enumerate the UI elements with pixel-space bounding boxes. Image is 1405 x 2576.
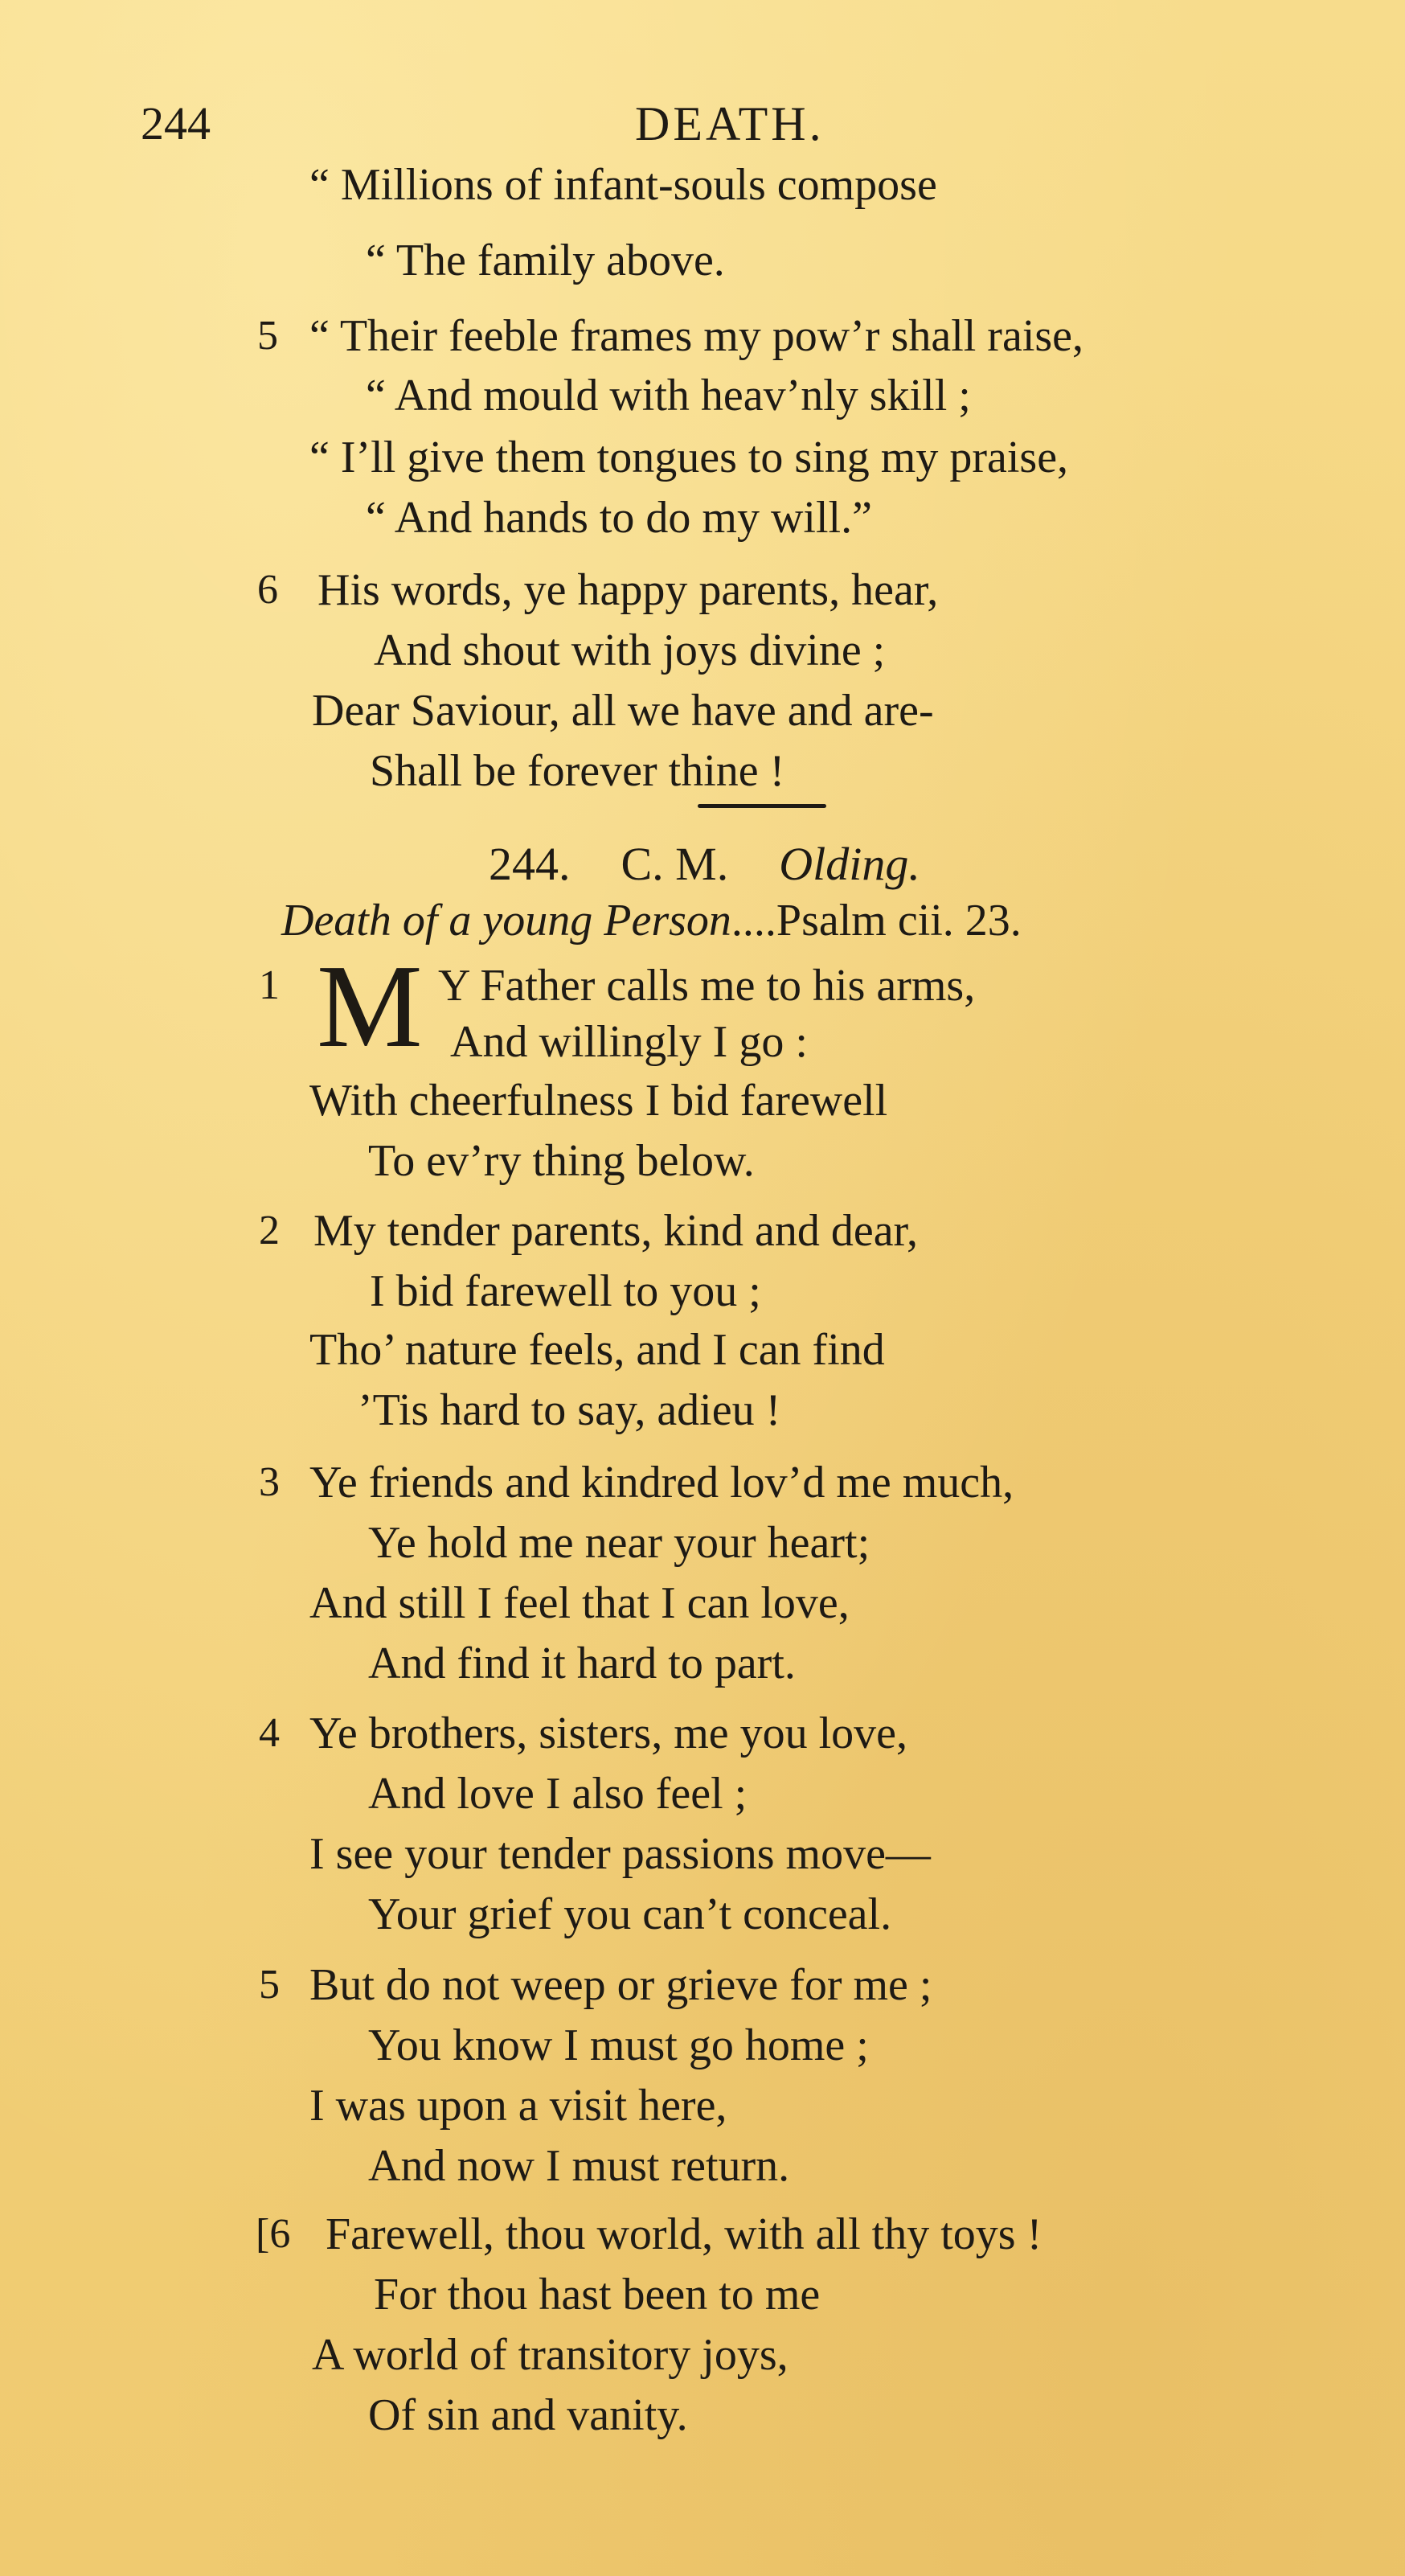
verse-line: And still I feel that I can love, xyxy=(309,1578,850,1628)
verse-line: I see your tender passions move— xyxy=(309,1829,931,1879)
verse-line: You know I must go home ; xyxy=(368,2020,869,2070)
verse-line: “ I’ll give them tongues to sing my praise, xyxy=(309,433,1069,482)
verse-line: Shall be forever thine ! xyxy=(370,746,785,796)
verse-number: 3 xyxy=(259,1459,280,1505)
verse-line: Y Father calls me to his arms, xyxy=(438,961,976,1011)
verse-number: 4 xyxy=(259,1710,280,1756)
verse-line: And love I also feel ; xyxy=(368,1769,748,1819)
verse-line: Ye hold me near your heart; xyxy=(368,1518,870,1568)
hymn-tune: Olding. xyxy=(779,838,920,890)
drop-cap: M xyxy=(317,941,423,1073)
verse-number: 5 xyxy=(257,313,278,359)
verse-number: 6 xyxy=(257,567,278,613)
verse-line: His words, ye happy parents, hear, xyxy=(317,565,939,615)
verse-line: To ev’ry thing below. xyxy=(368,1136,755,1186)
verse-line: And willingly I go : xyxy=(450,1017,808,1067)
verse-line: I was upon a visit here, xyxy=(309,2081,727,2131)
verse-line: Of sin and vanity. xyxy=(368,2390,688,2440)
verse-number: 1 xyxy=(259,962,280,1008)
verse-line: “ Millions of infant-souls compose xyxy=(309,160,937,210)
verse-line: Ye brothers, sisters, me you love, xyxy=(309,1708,908,1758)
verse-line: And shout with joys divine ; xyxy=(374,626,886,675)
verse-line: And find it hard to part. xyxy=(368,1639,796,1688)
verse-line: For thou hast been to me xyxy=(374,2270,821,2320)
section-divider xyxy=(698,804,826,808)
verse-line: “ And mould with heav’nly skill ; xyxy=(366,371,971,420)
verse-line: With cheerfulness I bid farewell xyxy=(309,1076,888,1126)
verse-line: ’Tis hard to say, adieu ! xyxy=(358,1385,781,1435)
verse-number: 2 xyxy=(259,1208,280,1253)
verse-line: Dear Saviour, all we have and are- xyxy=(312,686,934,736)
verse-line: “ The family above. xyxy=(366,236,725,285)
verse-line: Ye friends and kindred lov’d me much, xyxy=(309,1458,1014,1507)
scripture-reference: ....Psalm cii. 23. xyxy=(731,896,1022,945)
verse-number: [6 xyxy=(256,2211,291,2257)
verse-line: Farewell, thou world, with all thy toys ! xyxy=(326,2209,1042,2259)
verse-line: “ And hands to do my will.” xyxy=(366,493,872,543)
running-head: DEATH. xyxy=(635,97,825,150)
verse-line: “ Their feeble frames my pow’r shall raise, xyxy=(309,311,1084,361)
subtitle-topic: Death of a young Person xyxy=(281,896,731,945)
verse-line: And now I must return. xyxy=(368,2141,790,2191)
hymn-meter: C. M. xyxy=(621,838,729,890)
verse-line: A world of transitory joys, xyxy=(312,2330,789,2380)
verse-line: Your grief you can’t conceal. xyxy=(368,1889,892,1939)
hymn-number: 244. xyxy=(489,838,571,890)
verse-line: Tho’ nature feels, and I can find xyxy=(309,1325,885,1375)
verse-line: I bid farewell to you ; xyxy=(370,1266,761,1316)
verse-line: My tender parents, kind and dear, xyxy=(313,1206,918,1256)
page-number: 244 xyxy=(141,97,211,150)
verse-line: But do not weep or grieve for me ; xyxy=(309,1960,932,2010)
hymn-heading xyxy=(489,836,920,892)
verse-number: 5 xyxy=(259,1962,280,2008)
